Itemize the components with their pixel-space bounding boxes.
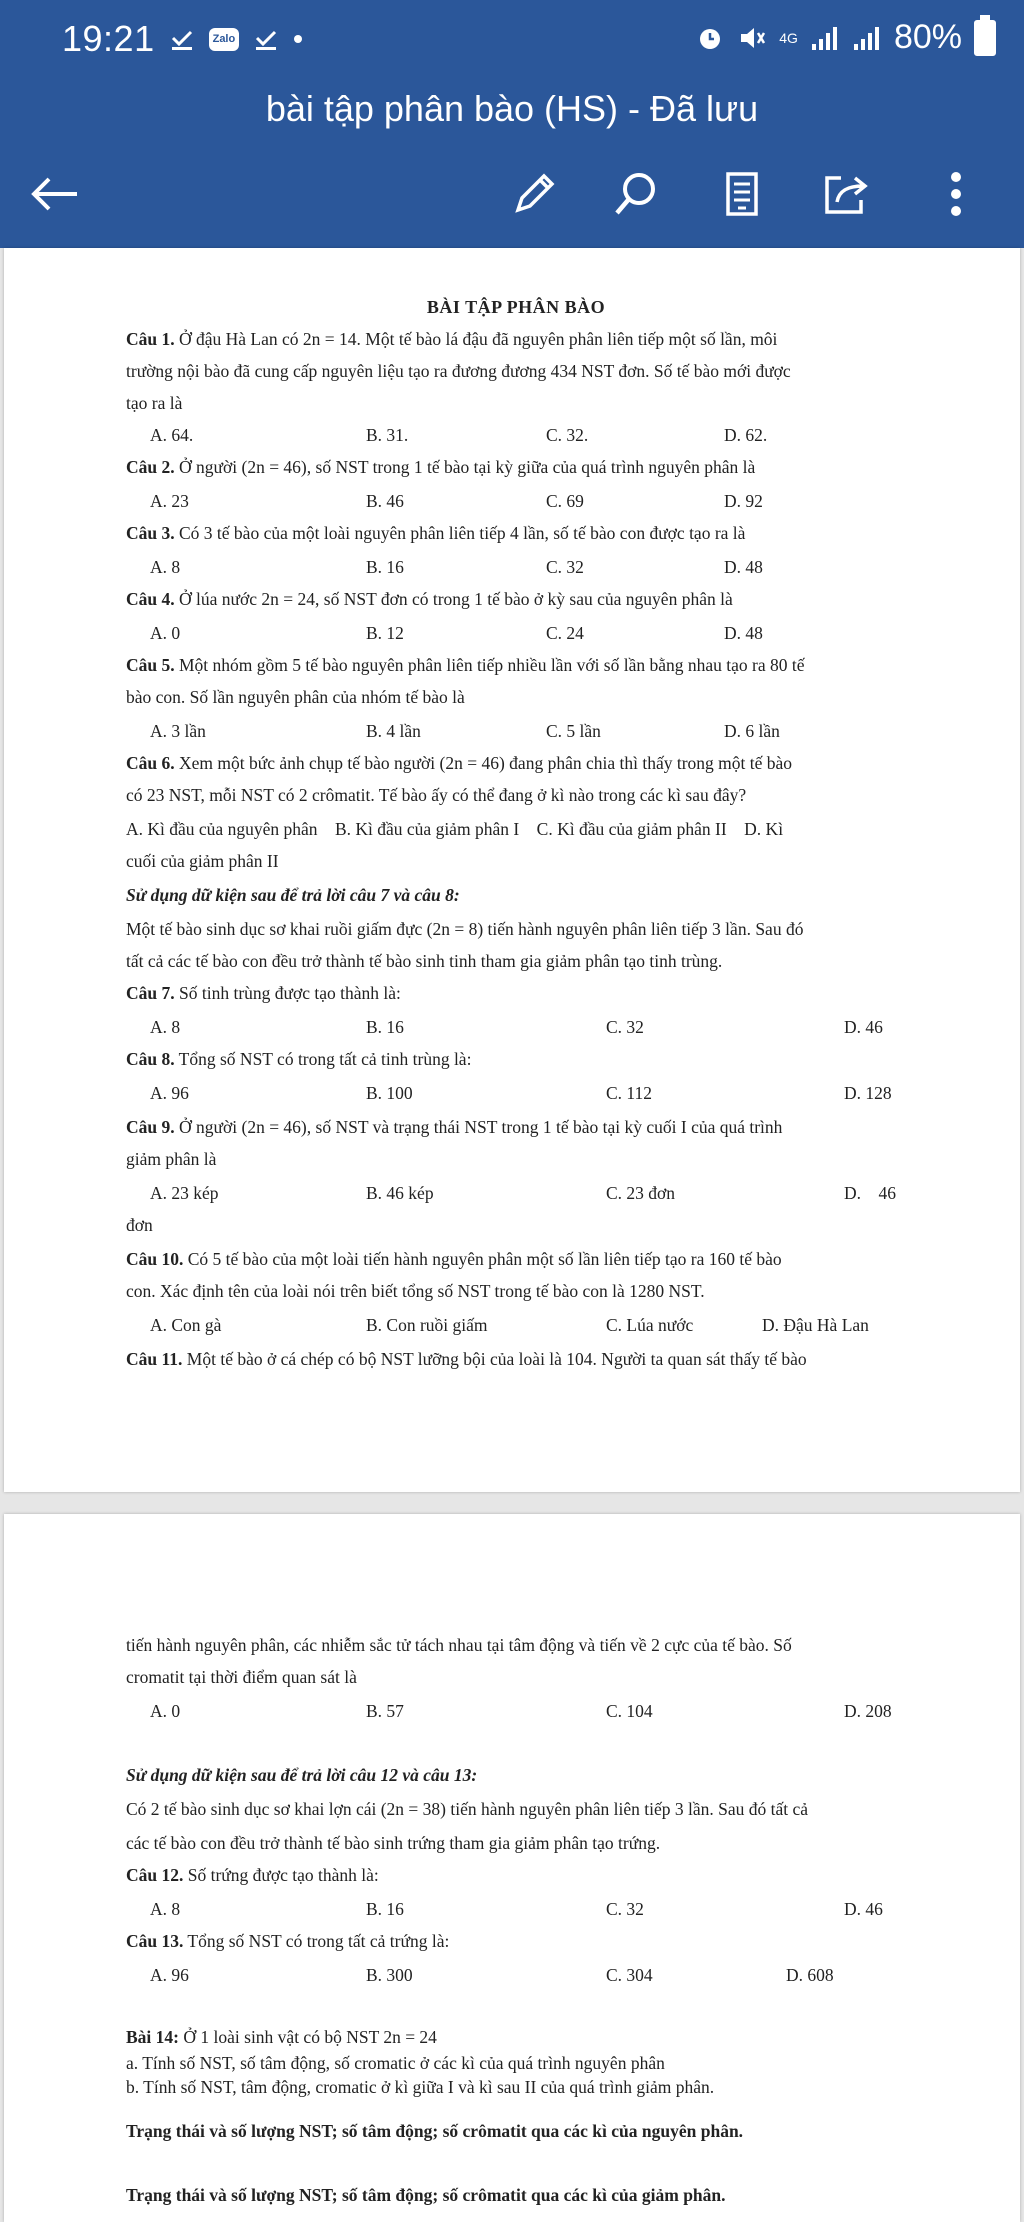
context-12-13-line-2: các tế bào con đều trở thành tế bào sinh trứng tham gia giảm phân tạo trứng. [126, 1833, 661, 1853]
notification-dot-icon [293, 34, 303, 44]
q3-option-d: D. 48 [724, 557, 763, 577]
question-11: Câu 11. Một tế bào ở cá chép có bộ NST lưỡng bội của loài là 104. Người ta quan sát thấy tế bào [126, 1349, 807, 1369]
q1-option-b: B. 31. [366, 425, 409, 445]
q9-option-a: A. 23 kép [150, 1183, 219, 1203]
q5-option-c: C. 5 lần [546, 721, 601, 741]
question-6-options: A. Kì đầu của nguyên phân B. Kì đầu của giảm phân I C. Kì đầu của giảm phân II D. Kì [126, 819, 784, 839]
context-7-8-line-2: tất cả các tế bào con đều trở thành tế bào sinh tinh tham gia giảm phân tạo tinh trùng. [126, 951, 723, 971]
q9-option-c: C. 23 đơn [606, 1183, 676, 1203]
q11-option-d: D. 208 [844, 1701, 892, 1721]
mute-icon [737, 23, 767, 53]
more-options-icon [949, 171, 963, 217]
alarm-icon [695, 23, 725, 53]
share-icon [821, 170, 871, 218]
q12-option-a: A. 8 [150, 1899, 181, 1919]
section-meiosis-title: Trạng thái và số lượng NST; số tâm động; số crômatit qua các kì của giảm phân. [126, 2185, 726, 2205]
q9-option-b: B. 46 kép [366, 1183, 434, 1203]
zalo-icon: Zalo [209, 28, 240, 51]
status-time: 19:21 [62, 18, 155, 59]
q13-option-b: B. 300 [366, 1965, 413, 1985]
q3-option-c: C. 32 [546, 557, 584, 577]
q13-option-d: D. 608 [786, 1965, 834, 1985]
document-page-1[interactable] [4, 248, 1020, 1492]
exercise-14-part-a: a. Tính số NST, số tâm động, số cromatic ở các kì của quá trình nguyên phân [126, 2053, 665, 2073]
q5-option-a: A. 3 lần [150, 721, 206, 741]
question-13: Câu 13. Tổng số NST có trong tất cả trứng là: [126, 1931, 450, 1951]
context-7-8-intro: Sử dụng dữ kiện sau để trả lời câu 7 và câu 8: [126, 885, 460, 905]
reading-view-icon [724, 170, 760, 218]
q12-option-c: C. 32 [606, 1899, 644, 1919]
q3-option-a: A. 8 [150, 557, 181, 577]
q10-option-d: D. Đậu Hà Lan [762, 1315, 869, 1335]
exercise-14-part-b: b. Tính số NST, tâm động, cromatic ở kì giữa I và kì sau II của quá trình giảm phân. [126, 2077, 715, 2097]
question-6-line-2: có 23 NST, mỗi NST có 2 crômatit. Tế bào ấy có thể đang ở kì nào trong các kì sau đây? [126, 785, 747, 805]
q8-option-b: B. 100 [366, 1083, 413, 1103]
search-icon [611, 169, 661, 219]
question-6: Câu 6. Xem một bức ảnh chụp tế bào người (2n = 46) đang phân chia thì thấy trong một tế bào [126, 753, 793, 773]
context-12-13-intro: Sử dụng dữ kiện sau để trả lời câu 12 và câu 13: [126, 1765, 478, 1785]
context-12-13-line-1: Có 2 tế bào sinh dục sơ khai lợn cái (2n = 38) tiến hành nguyên phân liên tiếp 3 lần. Sau đó tất cả [126, 1799, 809, 1819]
battery-percent: 80% [893, 18, 962, 56]
q8-option-c: C. 112 [606, 1083, 653, 1103]
question-2: Câu 2. Ở người (2n = 46), số NST trong 1 tế bào tại kỳ giữa của quá trình nguyên phân là [126, 457, 756, 477]
q9-option-d: D. 46 [844, 1183, 897, 1203]
question-10: Câu 10. Có 5 tế bào của một loài tiến hành nguyên phân một số lần liên tiếp tạo ra 160 tế bào [126, 1249, 782, 1269]
q1-option-a: A. 64. [150, 425, 194, 445]
question-3: Câu 3. Có 3 tế bào của một loài nguyên phân liên tiếp 4 lần, số tế bào con được tạo ra là [126, 523, 746, 543]
q2-option-a: A. 23 [150, 491, 189, 511]
pen-icon [510, 170, 558, 218]
q11-option-c: C. 104 [606, 1701, 653, 1721]
signal-icon-2 [852, 24, 882, 52]
q1-option-d: D. 62. [724, 425, 768, 445]
more-options-button[interactable] [924, 162, 988, 226]
question-1-line-2: trường nội bào đã cung cấp nguyên liệu tạo ra đương đương 434 NST đơn. Số tế bào mới được [126, 361, 791, 381]
download-done-icon-2 [253, 26, 279, 52]
question-12: Câu 12. Số trứng được tạo thành là: [126, 1865, 379, 1885]
q2-option-b: B. 46 [366, 491, 404, 511]
network-type-icon: 4G [779, 29, 798, 46]
reading-view-button[interactable] [710, 162, 774, 226]
q7-option-a: A. 8 [150, 1017, 181, 1037]
q4-option-d: D. 48 [724, 623, 763, 643]
q10-option-c: C. Lúa nước [606, 1315, 694, 1335]
q12-option-b: B. 16 [366, 1899, 404, 1919]
document-page-2[interactable] [4, 1514, 1020, 2222]
back-button[interactable] [22, 162, 86, 226]
share-button[interactable] [814, 162, 878, 226]
question-5-line-2: bào con. Số lần nguyên phân của nhóm tế bào là [126, 687, 465, 707]
back-arrow-icon [29, 174, 79, 214]
question-9-line-3: đơn [126, 1215, 153, 1235]
question-9: Câu 9. Ở người (2n = 46), số NST và trạng thái NST trong 1 tế bào tại kỳ cuối I của quá trình [126, 1117, 783, 1137]
battery-icon [974, 20, 996, 56]
question-6-line-4: cuối của giảm phân II [126, 851, 279, 871]
question-10-line-2: con. Xác định tên của loài nói trên biết tổng số NST trong tế bào con là 1280 NST. [126, 1281, 705, 1301]
question-8: Câu 8. Tổng số NST có trong tất cả tinh trùng là: [126, 1049, 472, 1069]
question-11-line-2: tiến hành nguyên phân, các nhiễm sắc tử tách nhau tại tâm động và tiến về 2 cực của tế bào. Số [126, 1635, 792, 1655]
q12-option-d: D. 46 [844, 1899, 883, 1919]
search-button[interactable] [604, 162, 668, 226]
context-7-8-line-1: Một tế bào sinh dục sơ khai ruồi giấm đực (2n = 8) tiến hành nguyên phân liên tiếp 3 lần. Sau đó [126, 919, 804, 939]
q7-option-b: B. 16 [366, 1017, 404, 1037]
q10-option-a: A. Con gà [150, 1315, 222, 1335]
download-done-icon [169, 26, 195, 52]
q3-option-b: B. 16 [366, 557, 404, 577]
q2-option-d: D. 92 [724, 491, 763, 511]
q5-option-d: D. 6 lần [724, 721, 780, 741]
q13-option-c: C. 304 [606, 1965, 653, 1985]
question-1-line-3: tạo ra là [126, 393, 183, 413]
q7-option-c: C. 32 [606, 1017, 644, 1037]
q8-option-d: D. 128 [844, 1083, 892, 1103]
q11-option-b: B. 57 [366, 1701, 404, 1721]
q4-option-b: B. 12 [366, 623, 404, 643]
q8-option-a: A. 96 [150, 1083, 189, 1103]
edit-button[interactable] [502, 162, 566, 226]
q13-option-a: A. 96 [150, 1965, 189, 1985]
q7-option-d: D. 46 [844, 1017, 883, 1037]
question-5: Câu 5. Một nhóm gồm 5 tế bào nguyên phân liên tiếp nhiều lần với số lần bằng nhau tạo ra 80 tế [126, 655, 805, 675]
q4-option-a: A. 0 [150, 623, 181, 643]
signal-icon [810, 24, 840, 52]
document-title: bài tập phân bào (HS) - Đã lưu [265, 88, 759, 129]
question-4: Câu 4. Ở lúa nước 2n = 24, số NST đơn có trong 1 tế bào ở kỳ sau của nguyên phân là [126, 589, 733, 609]
q4-option-c: C. 24 [546, 623, 584, 643]
section-mitosis-title: Trạng thái và số lượng NST; số tâm động; số crômatit qua các kì của nguyên phân. [126, 2121, 744, 2141]
doc-heading: BÀI TẬP PHÂN BÀO [426, 297, 606, 317]
question-11-line-3: cromatit tại thời điểm quan sát là [126, 1667, 357, 1687]
app-toolbar [0, 82, 1024, 248]
q1-option-c: C. 32. [546, 425, 589, 445]
q2-option-c: C. 69 [546, 491, 584, 511]
q5-option-b: B. 4 lần [366, 721, 421, 741]
q11-option-a: A. 0 [150, 1701, 181, 1721]
question-1: Câu 1. Ở đậu Hà Lan có 2n = 14. Một tế bào lá đậu đã nguyên phân liên tiếp một số lần, môi [126, 329, 778, 349]
question-7: Câu 7. Số tinh trùng được tạo thành là: [126, 983, 401, 1003]
q10-option-b: B. Con ruồi giấm [366, 1315, 488, 1335]
status-bar [0, 0, 1024, 82]
exercise-14: Bài 14: Ở 1 loài sinh vật có bộ NST 2n = 24 [126, 2027, 437, 2047]
question-9-line-2: giảm phân là [126, 1149, 217, 1169]
